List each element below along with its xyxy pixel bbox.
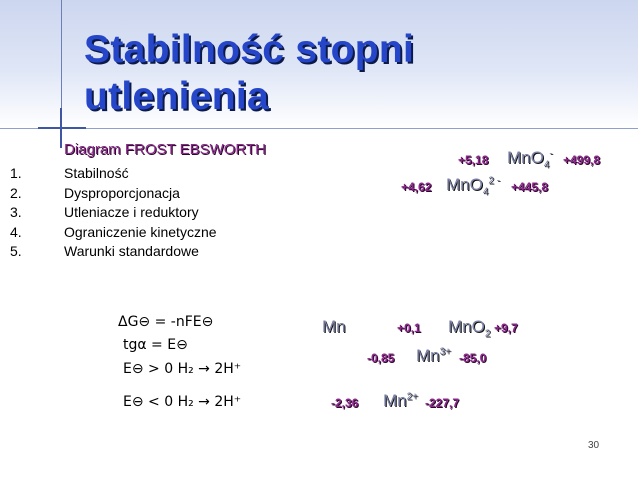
- page-number: 30: [588, 440, 600, 451]
- species-mno4-minus: MnO$_4$-: [507, 148, 553, 171]
- energy-mno2: +9,7: [494, 321, 518, 335]
- list-text: Ograniczenie kinetyczne: [64, 223, 217, 240]
- topic-list: [10, 164, 217, 262]
- list-number: 5.: [10, 243, 22, 259]
- equation-gibbs: ΔG⊖ = -nFE⊖: [118, 314, 214, 330]
- header-horizontal-rule: [0, 128, 638, 129]
- energy-mno4-2minus: +445,8: [511, 180, 549, 194]
- list-item: [10, 164, 217, 184]
- list-text: Warunki standardowe: [64, 243, 199, 259]
- potential-mn2: -2,36: [331, 396, 359, 410]
- equation-negative-potential: E⊖ < 0 H₂ → 2H⁺: [123, 394, 242, 410]
- potential-mno4-2minus: +4,62: [401, 180, 432, 194]
- list-item: [10, 184, 217, 204]
- potential-mno4-minus: +5,18: [458, 153, 489, 167]
- energy-mn3: -85,0: [459, 351, 487, 365]
- list-text: Utleniacze i reduktory: [64, 204, 199, 220]
- species-mno2: MnO$_2$: [448, 317, 491, 340]
- crosshair-horizontal: [38, 127, 86, 129]
- title-line-2: utlenienia: [84, 75, 270, 118]
- energy-mno4-minus: +499,8: [563, 153, 601, 167]
- list-number: 4.: [10, 223, 22, 240]
- species-mn: Mn: [322, 317, 346, 336]
- list-number: 1.: [10, 165, 22, 181]
- list-item: [10, 223, 217, 243]
- list-number: 3.: [10, 204, 22, 220]
- energy-mn2: -227,7: [425, 396, 460, 410]
- species-mno4-2minus: MnO$_4^{2 -}$: [446, 175, 501, 198]
- list-number: 2.: [10, 184, 22, 201]
- equation-positive-potential: E⊖ > 0 H₂ → 2H⁺: [123, 361, 242, 377]
- list-text: Dysproporcjonacja: [64, 184, 180, 201]
- species-mn2: $Mn^{2+}$: [383, 391, 419, 410]
- equation-tangent: tgα = E⊖: [123, 337, 188, 353]
- potential-mno2: +0,1: [397, 321, 421, 335]
- crosshair-vertical: [60, 108, 62, 148]
- slide-title: [84, 26, 414, 120]
- species-mn3: $Mn^{3+}$: [416, 346, 452, 365]
- list-text: Stabilność: [64, 165, 129, 181]
- title-line-1: Stabilność stopni: [84, 28, 415, 71]
- list-item: [10, 203, 217, 223]
- list-item: [10, 242, 217, 262]
- potential-mn3: -0,85: [367, 351, 395, 365]
- slide-subtitle: Diagram FROST EBSWORTH: [64, 141, 266, 158]
